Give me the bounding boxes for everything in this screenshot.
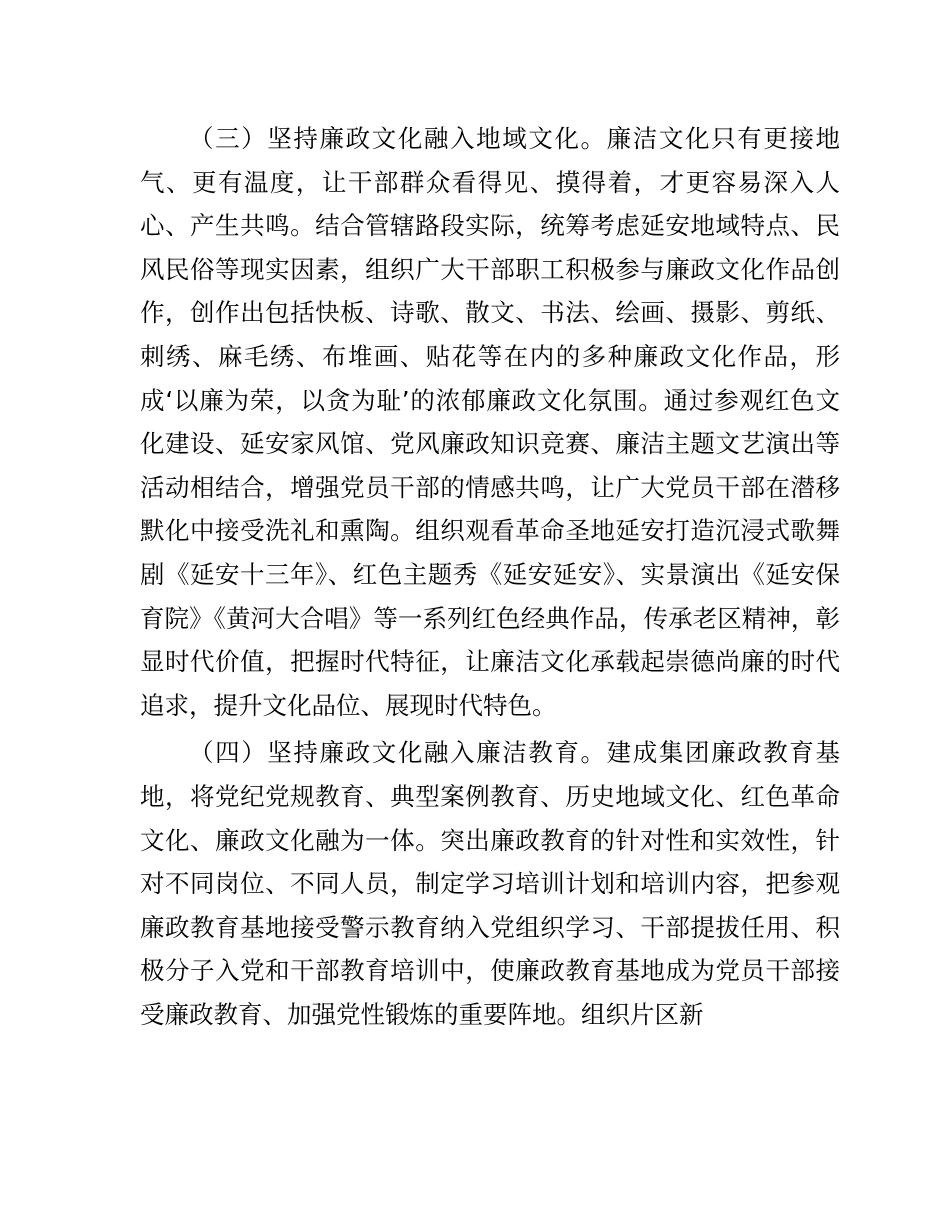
document-body [140,117,840,1036]
paragraph-integrity-education: （四）坚持廉政文化融入廉洁教育。建成集团廉政教育基地，将党纪党规教育、典型案例教育、历史地域文化、红色革命文化、廉政文化融为一体。突出廉政教育的针对性和实效性，针对不同岗位、不同人员，制定学习培训计划和培训内容，把参观廉政教育基地接受警示教育纳入党组织学习、干部提拔任用、积极分子入党和干部教育培训中，使廉政教育基地成为党员干部接受廉政教育、加强党性锻炼的重要阵地。组织片区新 [140,738,840,1029]
paragraph-regional-culture: （三）坚持廉政文化融入地域文化。廉洁文化只有更接地气、更有温度，让干部群众看得见、摸得着，才更容易深入人心、产生共鸣。结合管辖路段实际，统筹考虑延安地域特点、民风民俗等现实因素，组织广大干部职工积极参与廉政文化作品创作，创作出包括快板、诗歌、散文、书法、绘画、摄影、剪纸、刺绣、麻毛绣、布堆画、贴花等在内的多种廉政文化作品，形成‘以廉为荣，以贪为耻’的浓郁廉政文化氛围。通过参观红色文化建设、延安家风馆、党风廉政知识竞赛、廉洁主题文艺演出等活动相结合，增强党员干部的情感共鸣，让广大党员干部在潜移默化中接受洗礼和熏陶。组织观看革命圣地延安打造沉浸式歌舞剧《延安十三年》、红色主题秀《延安延安》、实景演出《延安保育院》《黄河大合唱》等一系列红色经典作品，传承老区精神，彰显时代价值，把握时代特征，让廉洁文化承载起崇德尚廉的时代追求，提升文化品位、展现时代特色。 [140,124,840,720]
